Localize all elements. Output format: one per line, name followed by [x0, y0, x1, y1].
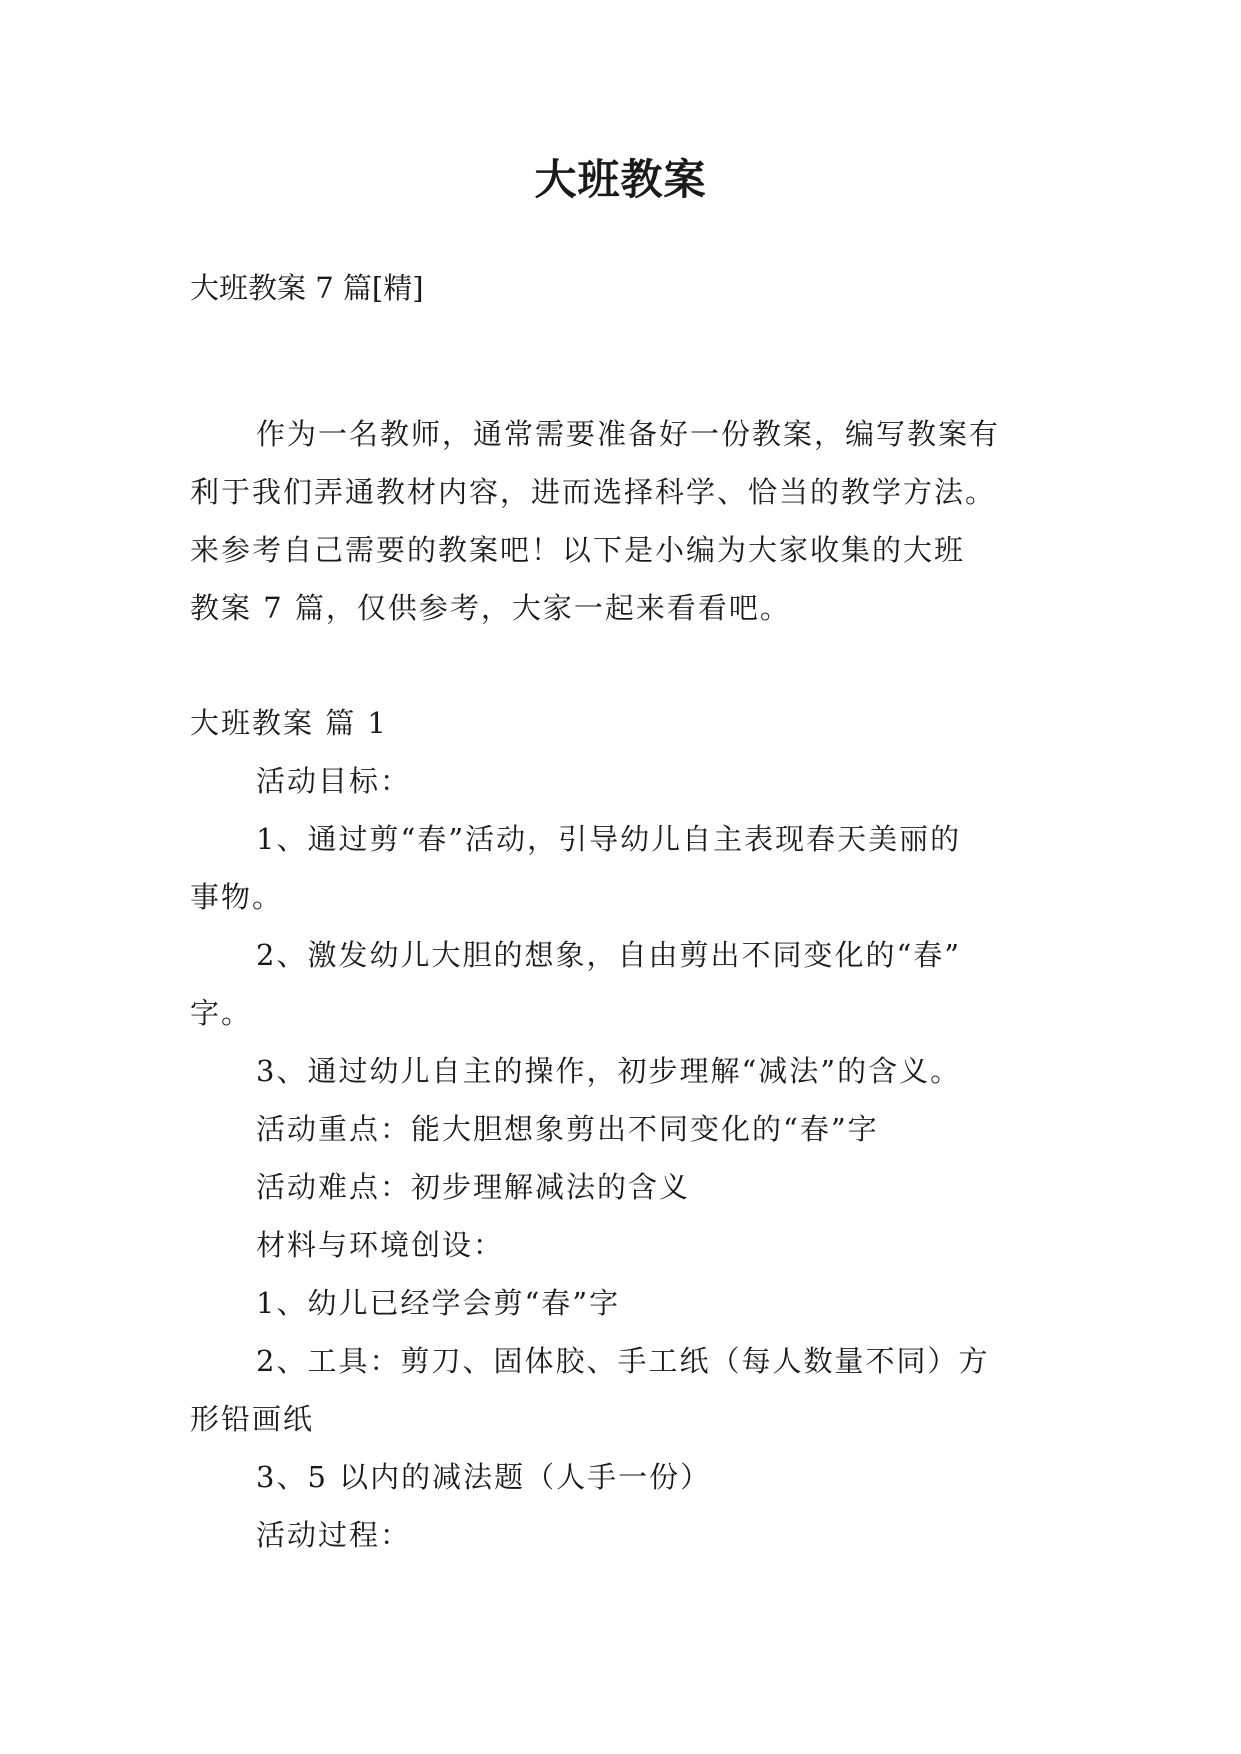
body-line: 1、通过剪“春”活动，引导幼儿自主表现春天美丽的	[256, 822, 962, 856]
body-line: 活动重点：能大胆想象剪出不同变化的“春”字	[256, 1112, 879, 1146]
body-line: 活动目标：	[256, 764, 412, 798]
intro-line: 利于我们弄通教材内容，进而选择科学、恰当的教学方法。	[190, 475, 997, 509]
lesson-plan-body	[190, 694, 1060, 1564]
document-title: 大班教案	[534, 155, 707, 204]
intro-paragraph	[190, 405, 1060, 637]
body-line: 2、工具：剪刀、固体胶、手工纸（每人数量不同）方	[256, 1344, 990, 1378]
body-line: 活动难点：初步理解减法的含义	[256, 1170, 691, 1204]
body-line: 形铅画纸	[190, 1402, 315, 1436]
document-subtitle: 大班教案 7 篇[精]	[190, 271, 424, 305]
body-line: 活动过程：	[256, 1518, 412, 1552]
intro-line: 教案 7 篇，仅供参考，大家一起来看看吧。	[190, 591, 791, 625]
body-line: 字。	[190, 996, 253, 1030]
body-line: 3、5 以内的减法题（人手一份）	[256, 1460, 712, 1494]
body-line: 1、幼儿已经学会剪“春”字	[256, 1286, 621, 1320]
body-line: 2、激发幼儿大胆的想象，自由剪出不同变化的“春”	[256, 938, 962, 972]
body-line: 事物。	[190, 880, 284, 914]
intro-line: 作为一名教师，通常需要准备好一份教案，编写教案有	[256, 417, 1001, 451]
body-line: 材料与环境创设：	[256, 1228, 505, 1262]
section-heading: 大班教案 篇 1	[190, 706, 388, 740]
body-line: 3、通过幼儿自主的操作，初步理解“减法”的含义。	[256, 1054, 962, 1088]
intro-line: 来参考自己需要的教案吧！以下是小编为大家收集的大班	[190, 533, 966, 567]
